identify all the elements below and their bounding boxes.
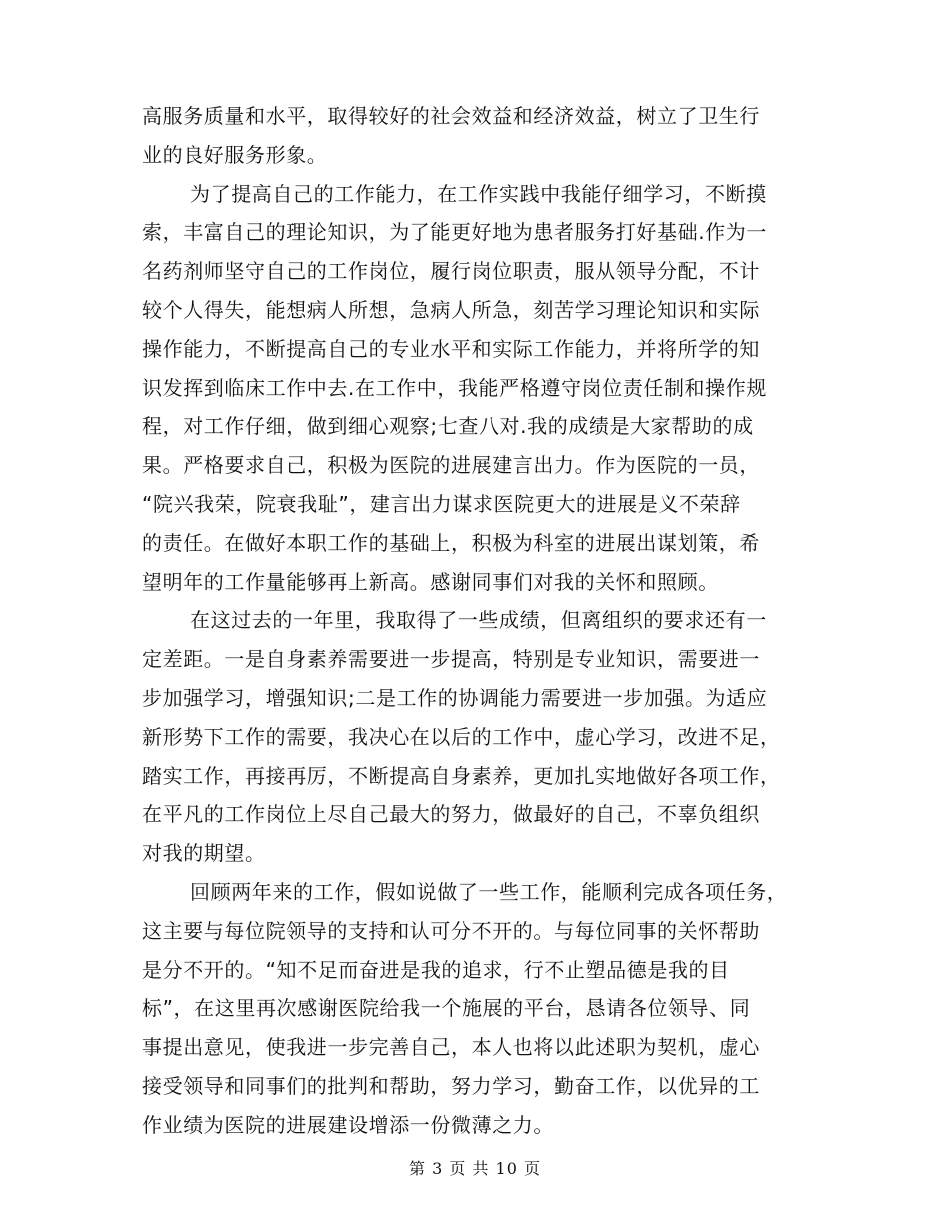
text-line: 业的良好服务形象。 — [142, 142, 328, 167]
text-line: 踏实工作，再接再厉，不断提高自身素养，更加扎实地做好各项工作， — [142, 763, 781, 788]
text-line: 操作能力，不断提高自己的专业水平和实际工作能力，并将所学的知 — [142, 336, 760, 361]
document-body — [142, 97, 812, 1145]
text-line: 作业绩为医院的进展建设增添一份微薄之力。 — [142, 1112, 554, 1137]
text-line: 较个人得失，能想病人所想，急病人所急，刻苦学习理论知识和实际 — [142, 297, 760, 322]
text-line: 果。严格要求自己，积极为医院的进展建言出力。作为医院的一员， — [142, 453, 760, 478]
text-line: 事提出意见，使我进一步完善自己，本人也将以此述职为契机，虚心 — [142, 1035, 760, 1060]
text-line: 索，丰富自己的理论知识，为了能更好地为患者服务打好基础.作为一 — [142, 220, 767, 245]
text-line: 程，对工作仔细，做到细心观察;七查八对.我的成绩是大家帮助的成 — [142, 414, 754, 439]
text-line: 接受领导和同事们的批判和帮助，努力学习，勤奋工作，以优异的工 — [142, 1073, 760, 1098]
paragraph-start-line: 为了提高自己的工作能力，在工作实践中我能仔细学习，不断摸 — [190, 181, 767, 206]
text-line: 是分不开的。“知不足而奋进是我的追求，行不止塑品德是我的目 — [142, 957, 730, 982]
text-line: 对我的期望。 — [142, 841, 266, 866]
paragraph-start-line: 在这过去的一年里，我取得了一些成绩，但离组织的要求还有一 — [190, 608, 767, 633]
text-line: 这主要与每位院领导的支持和认可分不开的。与每位同事的关怀帮助 — [142, 918, 760, 943]
text-line: 定差距。一是自身素养需要进一步提高，特别是专业知识，需要进一 — [142, 647, 760, 672]
text-line: 标”，在这里再次感谢医院给我一个施展的平台，恳请各位领导、同 — [142, 996, 751, 1021]
text-line: 名药剂师坚守自己的工作岗位，履行岗位职责，服从领导分配，不计 — [142, 259, 760, 284]
text-line: 在平凡的工作岗位上尽自己最大的努力，做最好的自己，不辜负组织 — [142, 802, 760, 827]
text-line: 高服务质量和水平，取得较好的社会效益和经济效益，树立了卫生行 — [142, 104, 760, 128]
text-line: 步加强学习，增强知识;二是工作的协调能力需要进一步加强。为适应 — [142, 685, 768, 710]
text-line: 识发挥到临床工作中去.在工作中，我能严格遵守岗位责任制和操作规 — [142, 375, 767, 400]
text-line: 的责任。在做好本职工作的基础上，积极为科室的进展出谋划策，希 — [142, 530, 760, 555]
text-line: 望明年的工作量能够再上新高。感谢同事们对我的关怀和照顾。 — [142, 569, 719, 594]
paragraph-start-line: 回顾两年来的工作，假如说做了一些工作，能顺利完成各项任务， — [190, 879, 788, 904]
text-line: “院兴我荣，院衰我耻”，建言出力谋求医院更大的进展是义不荣辞 — [142, 491, 741, 516]
page-number-footer: 第 3 页 共 10 页 — [409, 1159, 541, 1178]
text-line: 新形势下工作的需要，我决心在以后的工作中，虚心学习，改进不足， — [142, 724, 781, 749]
